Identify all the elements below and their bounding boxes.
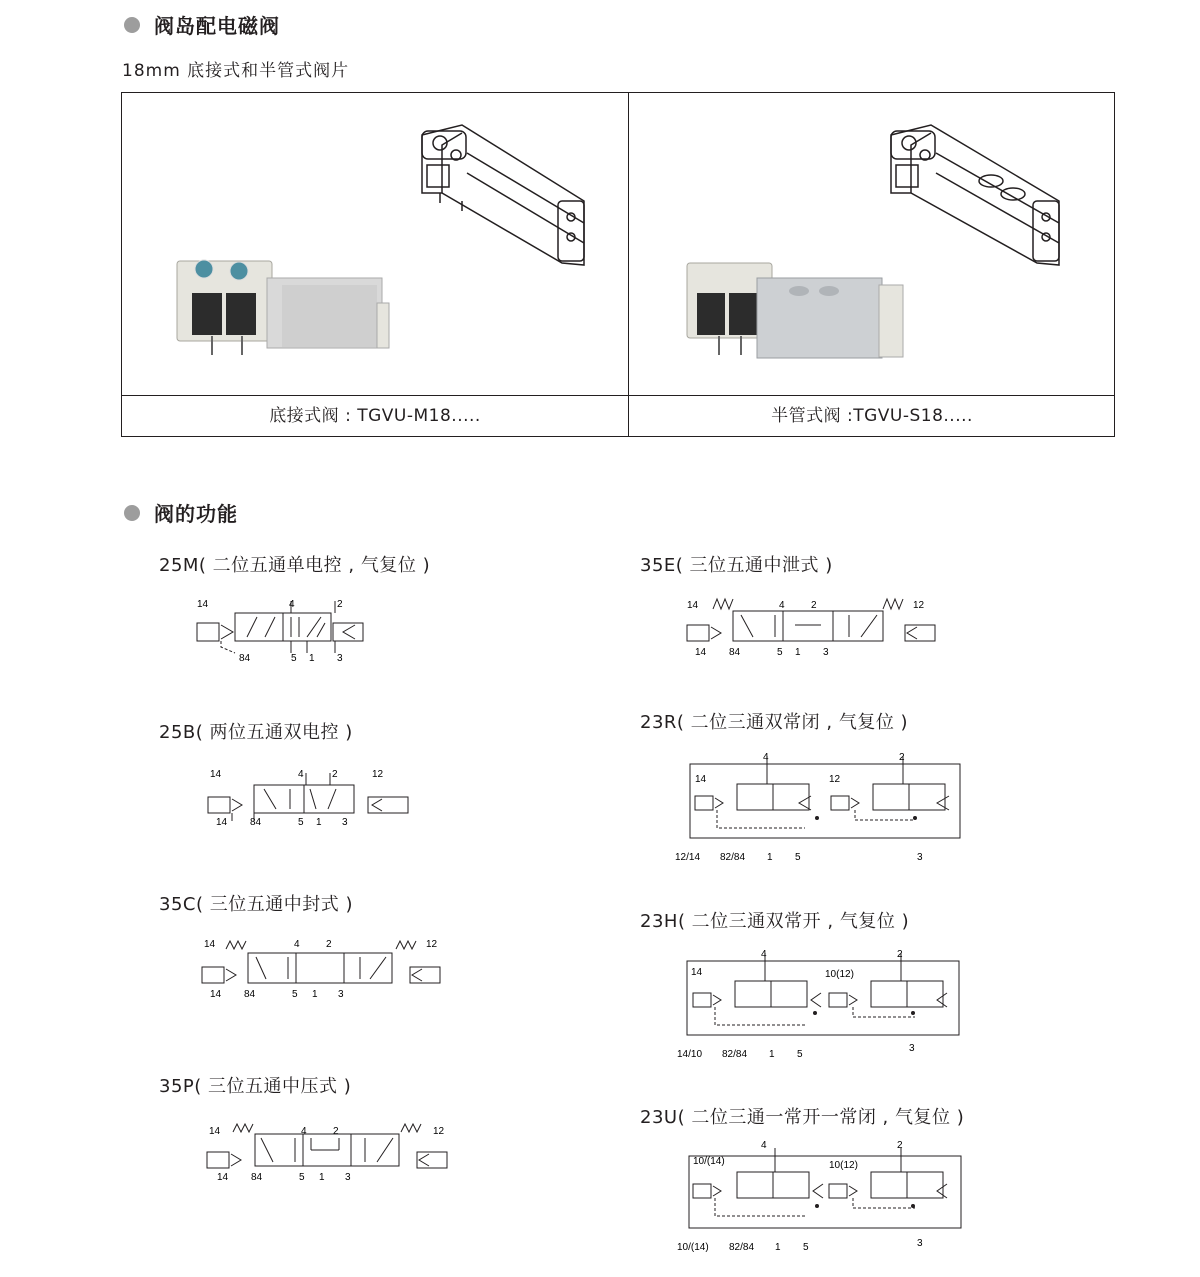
port-label: 2 xyxy=(326,939,332,950)
port-label: 5 xyxy=(795,852,801,863)
port-label: 10(12) xyxy=(829,1160,858,1171)
port-label: 3 xyxy=(342,817,348,828)
product-table xyxy=(121,92,1115,437)
port-label: 1 xyxy=(775,1242,781,1253)
symbol-35c xyxy=(200,935,445,1003)
caption-m18: 底接式阀 : TGVU-M18..... xyxy=(269,406,481,426)
symbol-23r xyxy=(675,748,965,866)
port-label: 1 xyxy=(316,817,322,828)
product-image-cell-s18 xyxy=(628,93,1115,395)
valve-s18-illustration xyxy=(629,93,1115,395)
port-label: 3 xyxy=(338,989,344,1000)
symbol-23u xyxy=(675,1140,965,1258)
port-label: 10/(14) xyxy=(677,1242,709,1253)
bullet-dot-icon xyxy=(124,17,140,33)
function-label-35p: 35P( 三位五通中压式 ) xyxy=(159,1076,352,1097)
port-label: 84 xyxy=(729,647,741,658)
port-label: 4 xyxy=(289,599,295,610)
port-label: 14 xyxy=(216,817,228,828)
port-label: 4 xyxy=(761,949,767,960)
section-title-solenoid xyxy=(124,10,280,39)
caption-s18: 半管式阀 :TGVU-S18..... xyxy=(628,396,1115,437)
function-label-23h: 23H( 二位三通双常开 , 气复位 ) xyxy=(640,911,910,932)
function-label-23r: 23R( 二位三通双常闭 , 气复位 ) xyxy=(640,712,909,733)
port-label: 4 xyxy=(301,1126,307,1137)
port-label: 12/14 xyxy=(675,852,701,863)
port-label: 12 xyxy=(426,939,438,950)
port-label: 2 xyxy=(332,769,338,780)
symbol-35p xyxy=(205,1120,450,1188)
port-label: 5 xyxy=(291,653,297,664)
port-label: 14 xyxy=(204,939,216,950)
function-label-25b: 25B( 两位五通双电控 ) xyxy=(159,722,353,743)
port-label: 1 xyxy=(767,852,773,863)
port-label: 10(12) xyxy=(825,969,854,980)
symbol-35e xyxy=(685,595,940,663)
port-label: 3 xyxy=(909,1043,915,1054)
port-label: 2 xyxy=(333,1126,339,1137)
port-label: 14/10 xyxy=(677,1049,703,1060)
port-label: 84 xyxy=(250,817,262,828)
section-title-text: 阀岛配电磁阀 xyxy=(154,14,280,38)
section-title-functions xyxy=(124,498,238,527)
port-label: 82/84 xyxy=(729,1242,755,1253)
port-label: 3 xyxy=(823,647,829,658)
port-label: 1 xyxy=(795,647,801,658)
function-label-23u: 23U( 二位三通一常开一常闭 , 气复位 ) xyxy=(640,1107,965,1128)
port-label: 3 xyxy=(917,1238,923,1249)
port-label: 14 xyxy=(210,989,222,1000)
symbol-25m xyxy=(195,595,370,665)
port-label: 14 xyxy=(695,774,707,785)
port-label: 1 xyxy=(309,653,315,664)
port-label: 2 xyxy=(897,1140,903,1151)
bullet-dot-icon xyxy=(124,505,140,521)
port-label: 14 xyxy=(197,599,209,610)
port-label: 12 xyxy=(372,769,384,780)
port-label: 2 xyxy=(811,600,817,611)
port-label: 14 xyxy=(691,967,703,978)
port-label: 5 xyxy=(777,647,783,658)
port-label: 4 xyxy=(298,769,304,780)
product-image-cell-m18 xyxy=(122,93,628,395)
port-label: 82/84 xyxy=(720,852,746,863)
port-label: 10/(14) xyxy=(693,1156,725,1167)
function-label-35e: 35E( 三位五通中泄式 ) xyxy=(640,555,833,576)
port-label: 3 xyxy=(917,852,923,863)
port-label: 1 xyxy=(319,1172,325,1183)
port-label: 5 xyxy=(292,989,298,1000)
port-label: 14 xyxy=(210,769,222,780)
port-label: 2 xyxy=(899,752,905,763)
function-label-25m: 25M( 二位五通单电控 , 气复位 ) xyxy=(159,555,431,576)
port-label: 2 xyxy=(337,599,343,610)
port-label: 4 xyxy=(294,939,300,950)
port-label: 5 xyxy=(803,1242,809,1253)
function-label-35c: 35C( 三位五通中封式 ) xyxy=(159,894,353,915)
port-label: 4 xyxy=(761,1140,767,1151)
port-label: 4 xyxy=(779,600,785,611)
port-label: 14 xyxy=(695,647,707,658)
port-label: 12 xyxy=(913,600,925,611)
symbol-23h xyxy=(675,945,965,1063)
section-title-text: 阀的功能 xyxy=(154,502,238,526)
port-label: 82/84 xyxy=(722,1049,748,1060)
port-label: 14 xyxy=(217,1172,229,1183)
port-label: 12 xyxy=(829,774,841,785)
port-label: 12 xyxy=(433,1126,445,1137)
port-label: 4 xyxy=(763,752,769,763)
port-label: 84 xyxy=(239,653,251,664)
port-label: 5 xyxy=(299,1172,305,1183)
port-label: 3 xyxy=(345,1172,351,1183)
port-label: 3 xyxy=(337,653,343,664)
port-label: 5 xyxy=(797,1049,803,1060)
port-label: 84 xyxy=(251,1172,263,1183)
valve-m18-illustration xyxy=(122,93,628,395)
port-label: 5 xyxy=(298,817,304,828)
caption-row xyxy=(122,395,1114,437)
port-label: 1 xyxy=(769,1049,775,1060)
port-label: 14 xyxy=(687,600,699,611)
port-label: 14 xyxy=(209,1126,221,1137)
port-label: 84 xyxy=(244,989,256,1000)
port-label: 2 xyxy=(897,949,903,960)
port-label: 1 xyxy=(312,989,318,1000)
symbol-25b xyxy=(206,765,416,830)
section-subtitle: 18mm 底接式和半管式阀片 xyxy=(122,61,350,81)
